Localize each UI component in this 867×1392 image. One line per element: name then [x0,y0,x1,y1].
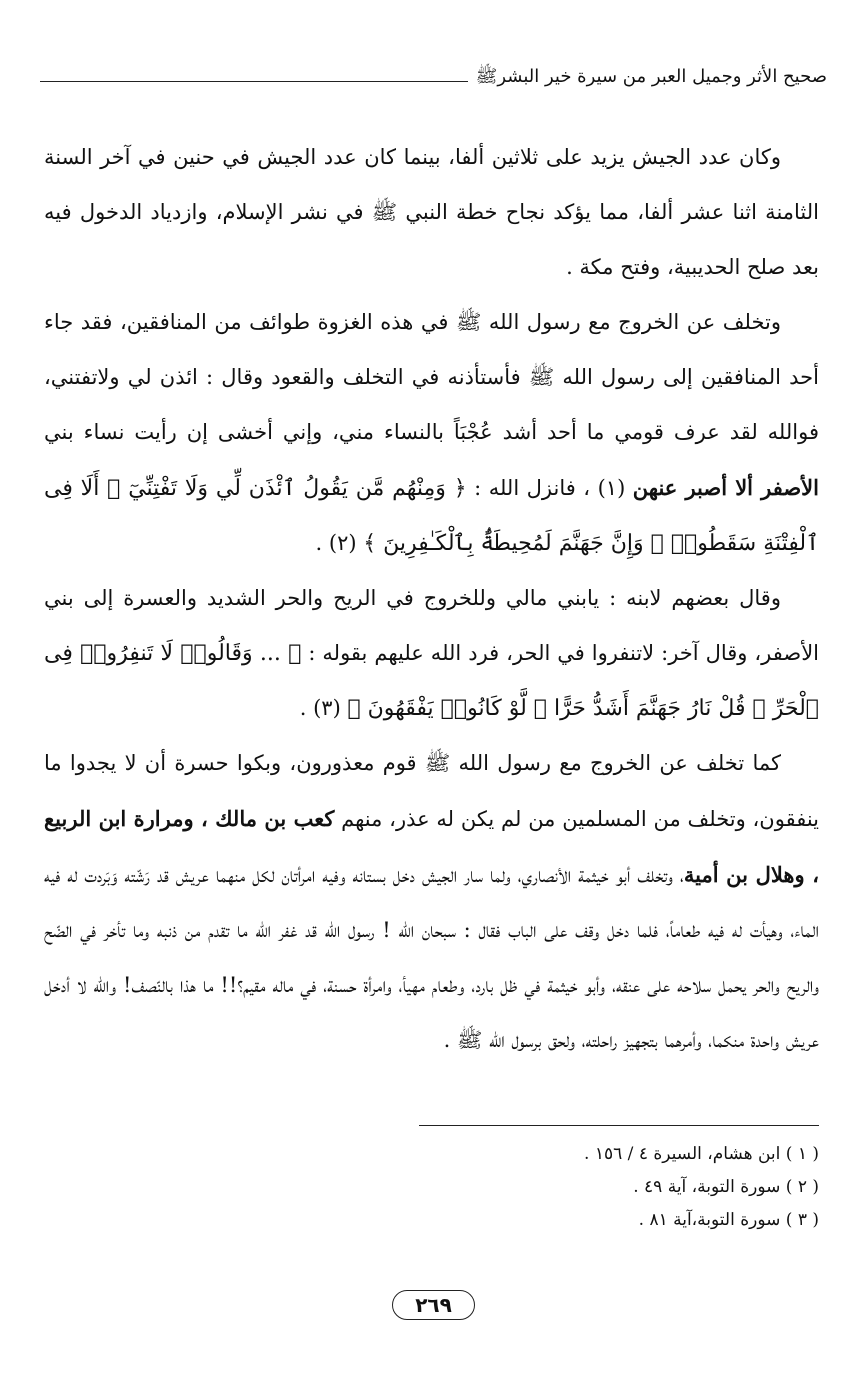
paragraph-4-names: كعب بن مالك ، ومرارة ابن الربيع ، وهلال بن أمية [44,806,819,887]
paragraph-2-text-b: ، فانزل الله : [466,476,591,500]
paragraph-2-bold: الأصفر ألا أصبر عنهن [632,475,819,500]
paragraph-3-text-a: وقال بعضهم لابنه : يابني مالي وللخروج في الريح والحر الشديد والعسرة إلى بني الأصفر، وقال آخر: لاتنفروا في الحر، فرد الله عليهم بقوله : [44,586,820,665]
paragraph-4-text-a: كما تخلف عن الخروج مع رسول الله ﷺ قوم معذورون، وبكوا حسرة أن لا يجدوا ما ينفقون، وتخلف من المسلمين من لم يكن له عذر، منهم [44,751,819,831]
footnote-3: ( ٣ ) سورة التوبة،آية ٨١ . [638,1210,819,1230]
page-number: ٢٦٩ [392,1290,475,1320]
footnote-separator [419,1125,819,1126]
paragraph-2-text-a: وتخلف عن الخروج مع رسول الله ﷺ في هذه الغزوة طوائف من المنافقين، فقد جاء أحد المنافقين إلى رسول الله ﷺ فأستأذنه في التخلف والقعود وقال : ائذن لي ولاتفتني، فوالله لقد عرف قومي ما أحد أشد عُجْبَاً بالنساء مني، وإني أخشى إن رأيت نساء بني [44,310,819,444]
running-header [40,58,827,98]
paragraph-2 [44,295,819,571]
running-title: صحيح الأثر وجميل العبر من سيرة خير البشرﷺ [475,66,827,87]
header-rule [40,81,468,82]
footnote-ref-3: (٣) . [299,696,348,720]
paragraph-4 [44,736,819,1068]
quran-verse-1: ﴿ وَمِنْهُم مَّن يَقُولُ ٱئْذَن لِّي وَلَا تَفْتِنِّيٓ ۚ أَلَا فِى ٱلْفِتْنَةِ سَقَطُوا۟ ۗ وَإِنَّ جَهَنَّمَ لَمُحِيطَةٌۢ بِٱلْكَـٰفِرِينَ ﴾ [44,476,819,556]
paragraph-1: وكان عدد الجيش يزيد على ثلاثين ألفا، بينما كان عدد الجيش في حنين في آخر السنة الثامنة اثنا عشر ألفا، مما يؤكد نجاح خطة النبي ﷺ في نشر الإسلام، وازدياد الدخول فيه بعد صلح الحديبية، وفتح مكة . [44,145,819,279]
footnote-1: ( ١ ) ابن هشام، السيرة ٤ / ١٥٦ . [584,1144,819,1164]
paragraph-3 [44,571,819,736]
paragraph-4-text-b: ، وتخلف أبو خيثمة الأنصاري، ولما سار الجيش دخل بستانه وفيه امرأتان لكل منهما عريش قد رَشّته وَبَردت له فيه الماء، وهيأت له فيه طعاماً، فلما دخل وقف على الباب فقال : سبحان الله ! رسول الله قد غفر الله ما تقدم من ذنبه وما تأخر في الضّح والريح والحر يحمل سلاحه على عنقه، وأبو خيثمة في ظل بارد، وطعام مهيأ، وامرأة حسنة، في ماله مقيم؟!! ما هذا بالنّصف! والله لا أدخل عريش واحدة منكما، وأمرهما بتجهيز راحلته، ولحق برسول الله ﷺ . [44,863,819,1052]
main-text [44,130,819,1068]
page-number-container [0,1290,867,1320]
footnote-ref-2: (٢) . [315,531,364,555]
footnote-ref-1: (١) [590,476,633,500]
footnotes [219,1138,819,1237]
quran-verse-2: ﴿ ... وَقَالُوا۟ لَا تَنفِرُوا۟ فِى ٱلْحَرِّ ۗ قُلْ نَارُ جَهَنَّمَ أَشَدُّ حَرًّا ۚ لَّوْ كَانُوا۟ يَفْقَهُونَ ﴾ [44,641,819,721]
footnote-2: ( ٢ ) سورة التوبة، آية ٤٩ . [633,1177,819,1197]
